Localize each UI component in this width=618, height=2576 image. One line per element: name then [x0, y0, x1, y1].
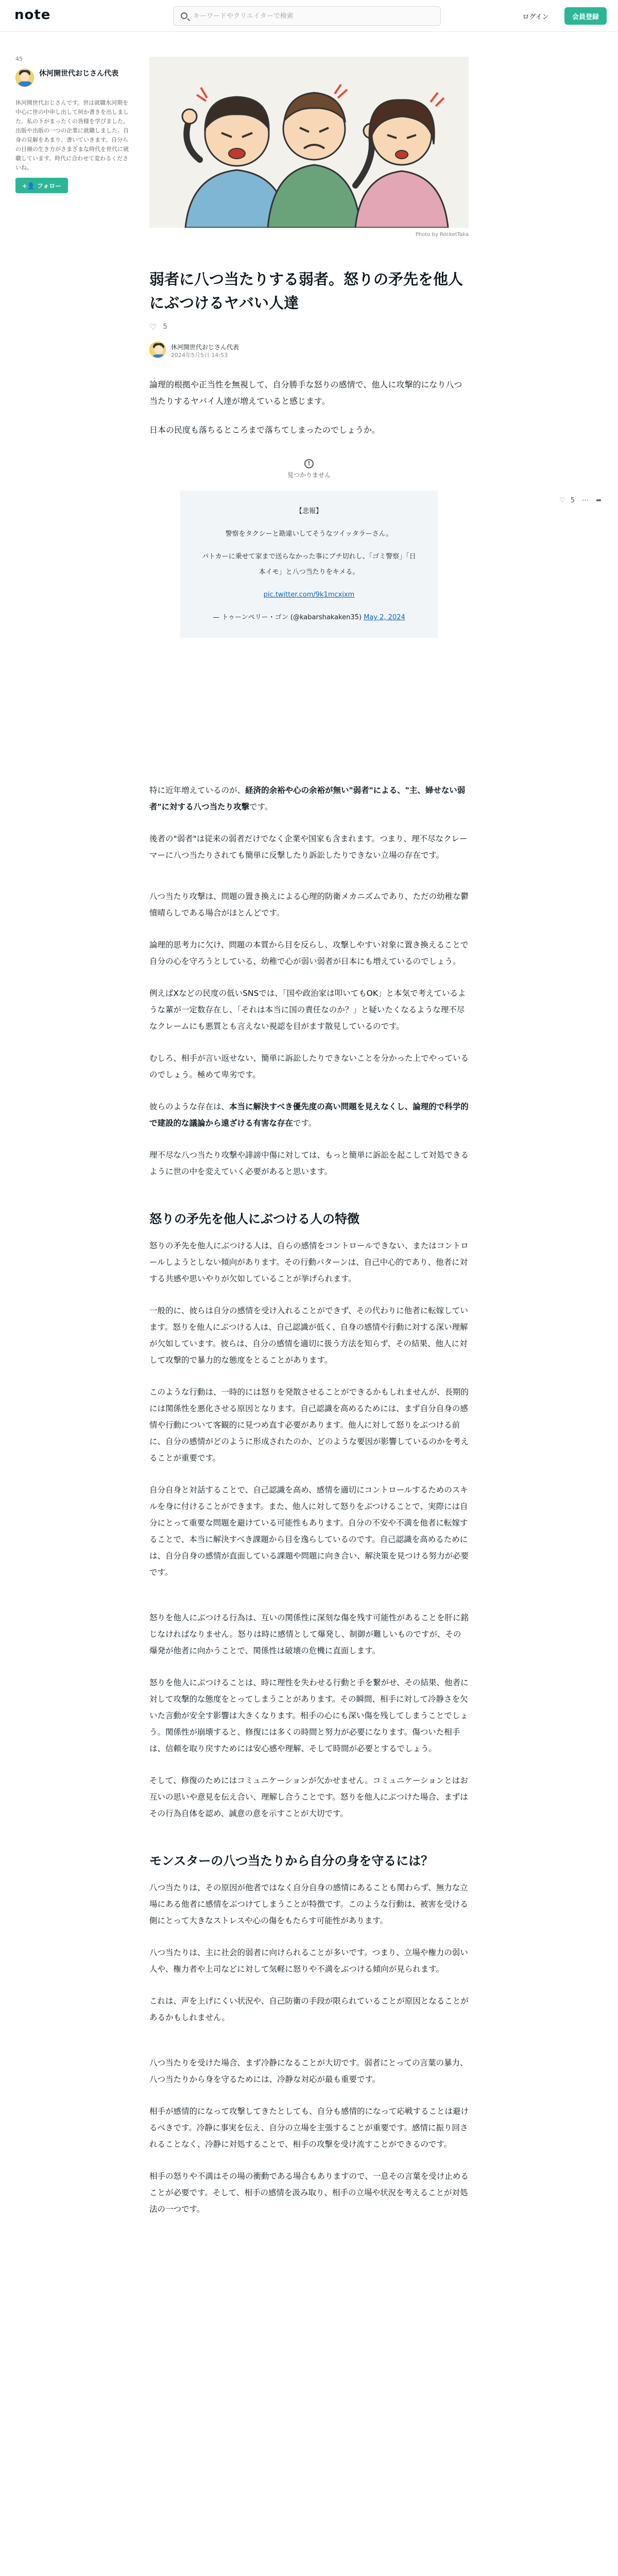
photo-credit: Photo by RocketTaka — [415, 232, 469, 238]
paragraph: 八つ当たりを受けた場合、まず冷静になることが大切です。弱者にとっての言葉の暴力、八つ当たりから身を守るためには、冷静な対応が最も重要です。 — [149, 2058, 468, 2084]
paragraph: 自分自身と対話することで、自己認識を高め、感情を適切にコントロールするためのスキルを身に付けることができます。また、他人に対して怒りをぶつけることで、実際には自分にとって重要な問題を避けている可能性もあります。自分の不安や不満を他者に転嫁することで、本当に解決すべき課題から目を逸らしているのです。自己認識を高めるためには、自分自身の感情が直面している課題や問題に向き合い、解決策を見つける努力が必要です。 — [149, 1485, 469, 1577]
paragraph: 八つ当たりは、その原因が他者ではなく自分自身の感情にあることも関わらず、無力な立場にある他者に感情をぶつけてしまうことが特徴です。このような行動は、被害を受ける側にとって大きなストレスや心の傷をもたらす可能性があります。 — [149, 1883, 468, 1925]
paragraph: 怒りの矛先を他人にぶつける人は、自らの感情をコントロールできない、またはコントロールしようとしない傾向があります。その行動パターンは、自己中心的であり、他者に対する共感や思いやりが欠如していることが挙げられます。 — [149, 1241, 469, 1283]
floating-actions — [559, 497, 616, 510]
info-icon: ! — [304, 459, 314, 468]
sidebar-description: 休河開世代おじさんです。世は就職氷河期を中心に世の中申し出して何か書きを出しました。私の下がまったくの皆様を学びました。出版や出版の一つの企業に就職しました。自身の見解をあまり、書いていきます。自分らの目線の生き方がさまざまな時代を世代に就職しています。時代に合わせて変わるくださいね。 — [15, 99, 129, 171]
heart-icon[interactable]: ♡ — [149, 322, 157, 332]
paragraph: 八つ当たり攻撃は、問題の置き換えによる心理的防衛メカニズムであり、ただの幼稚な鬱憤晴らしである場合がほとんどです。 — [149, 892, 469, 918]
follow-button[interactable] — [15, 178, 68, 193]
float-like-count: 5 — [570, 497, 575, 504]
lead-paragraph: 論理的根拠や正当性を無視して、自分勝手な怒りの感情で、他人に攻撃的になり八つ当たりするヤバイ人達が増えていると感じます。 — [149, 380, 462, 406]
signup-button[interactable]: 会員登録 — [564, 7, 607, 25]
paragraph: 怒りを他人にぶつける行為は、互いの関係性に深刻な傷を残す可能性があることを肝に銘じなければなりません。怒りは時に感情として爆発し、制御が難しいものですが、その爆発が他者に向かうことで、関係性は破壊の危機に直面します。 — [149, 1613, 469, 1655]
author-name[interactable]: 休河開世代おじさん代表 — [171, 344, 239, 351]
sidebar-count: 45 — [15, 56, 23, 62]
like-row — [149, 322, 469, 333]
share-icon[interactable]: ➦ — [596, 497, 602, 504]
article-title: 弱者に八つ当たりする弱者。怒りの矛先を他人にぶつけるヤバい人達 — [149, 270, 464, 312]
embed-title: 【悲報】 — [295, 507, 322, 515]
embed-line: パトカーに乗せて家まで送らなかった事にブチ切れし、「ゴミ警察」「日本イモ」と八つ当たりをキメる。 — [202, 553, 416, 576]
person-add-icon: +👤 — [22, 182, 37, 190]
note-logo[interactable]: note — [14, 7, 51, 23]
more-icon[interactable]: ⋯ — [582, 497, 589, 504]
paragraph: このような行動は、一時的には怒りを発散させることができるかもしれませんが、長期的には関係性を悪化させる原因となります。自己認識を高めるためには、まず自分自身の感情や行動について客観的に見つめ直す必要があります。他人に対して怒りをぶつける前に、自分の感情がどのように形成されたのか、どのような要因が影響しているのかを考えることが重要です。 — [149, 1387, 469, 1463]
embed-link[interactable]: pic.twitter.com/9k1mcxjxm — [263, 591, 355, 599]
paragraph: むしろ、相手が言い返せない、簡単に訴訟したりできないことを分かった上でやっているのでしょう。極めて卑劣です。 — [149, 1054, 469, 1079]
search-input[interactable] — [193, 9, 435, 23]
embed-attribution: — トゥーンペリー・ゴン (@kabarshakaken35) — [213, 614, 362, 621]
paragraph: これは、声を上げにくい状況や、自己防衛の手段が限られていることが原因となることがあるかもしれません。 — [149, 1996, 469, 2022]
author-sidebar — [15, 56, 129, 193]
search-box[interactable] — [173, 6, 441, 26]
lead-paragraph: 日本の民度も落ちるところまで落ちてしまったのでしょうか。 — [149, 425, 380, 435]
embed-spacer — [149, 638, 469, 767]
section-heading: 怒りの矛先を他人にぶつける人の特徴 — [149, 1212, 359, 1226]
hero-image — [149, 57, 469, 228]
avatar[interactable] — [149, 342, 166, 358]
sidebar-author-name[interactable]: 休河開世代おじさん代表 — [39, 70, 118, 78]
sidebar-profile[interactable] — [15, 69, 129, 95]
tweet-embed — [180, 490, 438, 638]
embed-not-found — [149, 459, 469, 479]
embed-line: 警察をタクシーと勘違いしてそうなツイッタラーさん。 — [225, 530, 393, 538]
paragraph: 特に近年増えているのが、経済的余裕や心の余裕が無い"弱者"による、"主、婦せない弱者"に対する八つ当たり攻撃です。 — [149, 786, 466, 811]
not-found-label: 見つかりません — [287, 471, 331, 479]
login-button[interactable]: ログイン — [517, 8, 554, 24]
paragraph: 相手が感情的になって攻撃してきたとしても、自分も感情的になって応戦することは避けるべきです。冷静に事実を伝え、自分の立場を主張することが重要です。感情に振り回されることなく、冷静に対処することで、相手の攻撃を受け流すことができるのです。 — [149, 2107, 469, 2149]
search-icon — [181, 12, 187, 19]
publish-date: 2024年5月5日 14:53 — [171, 352, 228, 359]
paragraph: 論理的思考力に欠け、問題の本質から目を反らし、攻撃しやすい対象に置き換えることで自分の心を守ろうとしている、幼稚で心が弱い弱者が日本にも増えているのでしょう。 — [149, 940, 469, 966]
avatar[interactable] — [15, 69, 34, 87]
article — [149, 57, 469, 2217]
paragraph: 相手の怒りや不満はその場の衝動である場合もありますので、一息その言葉を受け止めることが必要です。そして、相手の感情を汲み取り、相手の立場や状況を考えることが対処法の一つです。 — [149, 2172, 469, 2214]
heart-icon[interactable]: ♡ — [559, 497, 565, 504]
paragraph: 一般的に、彼らは自分の感情を受け入れることができず、その代わりに他者に転嫁しています。怒りを他人にぶつける人は、自己認識が低く、自身の感情や行動に対する深い理解が欠如しています。彼らは、自分の感情を適切に扱う方法を知らず、その結果、他人に対して攻撃的で暴力的な態度をとることがあります。 — [149, 1306, 468, 1365]
author-row[interactable] — [149, 342, 469, 362]
paragraph: そして、修復のためにはコミュニケーションが欠かせません。コミュニケーションとはお互いの思いや意見を伝え合い、理解し合うことです。怒りを他人にぶつけた場合、まずはその行為自体を認め、誠意の意を示すことが大切です。 — [149, 1776, 468, 1818]
site-header — [0, 0, 618, 32]
paragraph: 例えばXなどの民度の低いSNSでは、「国や政治家は叩いてもOK」と本気で考えているような輩が一定数存在し、「それは本当に国の責任なのか？」と疑いたくなるような理不尽なクレームにも悪質とも言えない視認を目がます散見しているのです。 — [149, 989, 466, 1031]
follow-label: フォロー — [37, 182, 62, 190]
paragraph: 怒りを他人にぶつけることは、時に理性を失わせる行動と手を繋がせ、その結果、他者に対して攻撃的な態度をとってしまうことがあります。その瞬間、相手に対して冷静さを欠いた言動が安全す影響は大きくなります。相手の心にも深い傷を残してしまうことでしょう。関係性が崩壊すると、修復には多くの時間と努力が必要になります。傷ついた相手は、信頼を取り戻すためには安心感や理解、そして時間が必要とするでしょう。 — [149, 1678, 469, 1753]
paragraph: 後者の"弱者"は従来の弱者だけでなく企業や国家も含まれます。つまり、理不尽なクレーマーに八つ当たりされても簡単に反撃したり訴訟したりできない立場の存在です。 — [149, 834, 468, 860]
paragraph: 彼らのような存在は、本当に解決すべき優先度の高い問題を見えなくし、論理的で科学的で建設的な議論から遠ざける有害な存在です。 — [149, 1102, 469, 1128]
paragraph: 八つ当たりは、主に社会的弱者に向けられることが多いです。つまり、立場や権力の弱い人や、権力者や上司などに対して気軽に怒りや不満をぶつける傾向が見られます。 — [149, 1948, 468, 1974]
embed-date-link[interactable]: May 2, 2024 — [364, 614, 405, 621]
angry-people-illustration — [149, 57, 469, 228]
paragraph: 理不尽な八つ当たり攻撃や誹謗中傷に対しては、もっと簡単に訴訟を起こして対処できるように世の中を変えていく必要があると思います。 — [149, 1150, 469, 1176]
section-heading: モンスターの八つ当たりから自分の身を守るには？ — [149, 1854, 434, 1868]
like-count: 5 — [163, 323, 167, 331]
